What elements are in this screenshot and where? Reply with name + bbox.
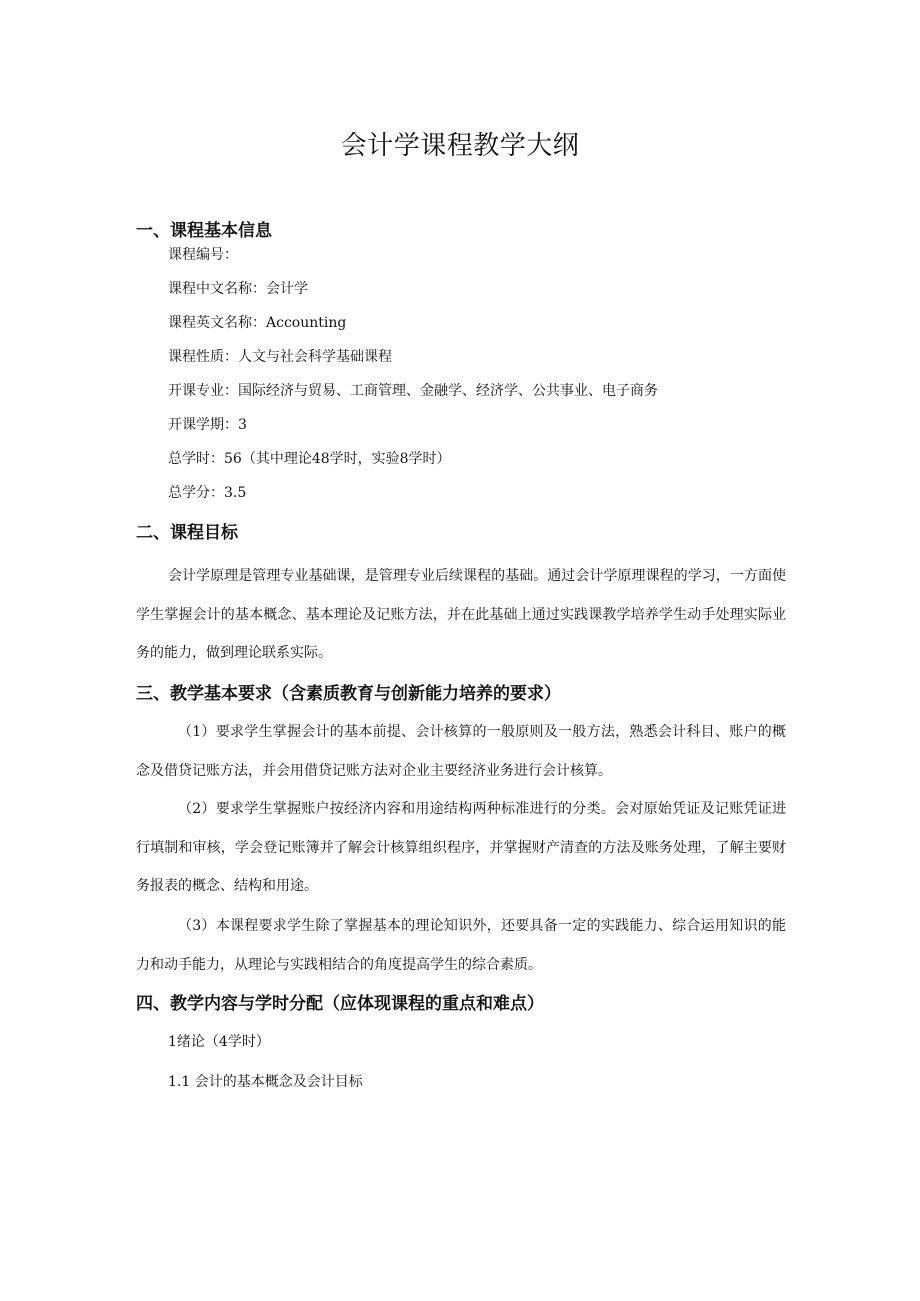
requirement-paragraph-1: （1）要求学生掌握会计的基本前提、会计核算的一般原则及一般方法，熟悉会计科目、账户的概念及借贷记账方法，并会用借贷记账方法对企业主要经济业务进行会计核算。 xyxy=(136,724,786,779)
section-heading-requirements: 三、教学基本要求（含素质教育与创新能力培养的要求） xyxy=(136,684,561,704)
course-chinese-name-line: 课程中文名称：会计学 xyxy=(168,281,308,297)
course-hours-line: 总学时：56（其中理论48学时，实验8学时） xyxy=(168,451,451,467)
section-heading-basic-info: 一、课程基本信息 xyxy=(136,221,272,241)
chapter-1-line: 1绪论（4学时） xyxy=(168,1034,270,1050)
document-title: 会计学课程教学大纲 xyxy=(340,131,580,161)
section-heading-content-hours: 四、教学内容与学时分配（应体现课程的重点和难点） xyxy=(136,994,544,1014)
course-english-name-line: 课程英文名称：Accounting xyxy=(168,315,347,331)
objectives-paragraph: 会计学原理是管理专业基础课，是管理专业后续课程的基础。通过会计学原理课程的学习，一方面使学生掌握会计的基本概念、基本理论及记账方法，并在此基础上通过实践课教学培养学生动手处理实际业务的能力，做到理论联系实际。 xyxy=(136,568,786,661)
subsection-1-1-line: 1.1 会计的基本概念及会计目标 xyxy=(168,1074,363,1090)
course-credits-line: 总学分：3.5 xyxy=(168,485,247,501)
course-nature-line: 课程性质：人文与社会科学基础课程 xyxy=(168,349,392,365)
course-code-line: 课程编号： xyxy=(168,247,238,263)
course-semester-line: 开课学期：3 xyxy=(168,417,247,433)
course-majors-line: 开课专业：国际经济与贸易、工商管理、金融学、经济学、公共事业、电子商务 xyxy=(168,383,658,399)
requirement-paragraph-2: （2）要求学生掌握账户按经济内容和用途结构两种标准进行的分类。会对原始凭证及记账凭证进行填制和审核，学会登记账簿并了解会计核算组织程序，并掌握财产清查的方法及账务处理，了解主要财务报表的概念、结构和用途。 xyxy=(136,801,786,894)
requirement-paragraph-3: （3）本课程要求学生除了掌握基本的理论知识外，还要具备一定的实践能力、综合运用知识的能力和动手能力，从理论与实践相结合的角度提高学生的综合素质。 xyxy=(136,918,786,973)
section-heading-objectives: 二、课程目标 xyxy=(136,523,238,543)
